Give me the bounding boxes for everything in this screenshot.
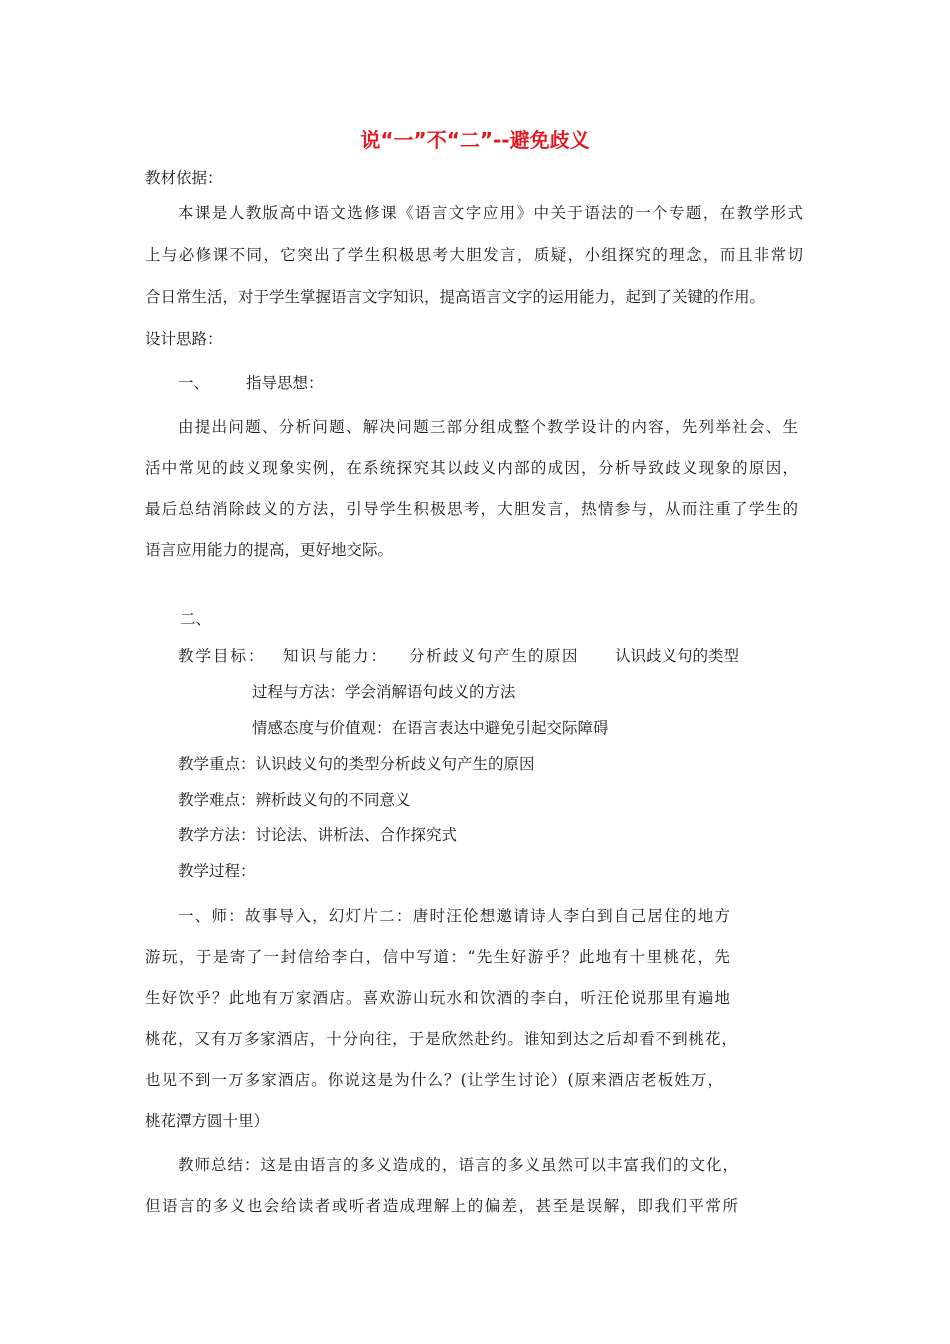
paragraph-line: 活中常见的歧义现象实例，在系统探究其以歧义内部的成因，分析导致歧义现象的原因， — [145, 459, 798, 477]
item-title: 指导思想： — [246, 374, 324, 392]
difficulty: 教学难点：辨析歧义句的不同意义 — [178, 791, 411, 809]
item-number: 一、 — [178, 374, 210, 392]
paragraph-line: 桃花潭方圆十里） — [145, 1112, 270, 1130]
goals-label: 教学目标： — [178, 647, 266, 665]
goals-knowledge-a: 分析歧义句产生的原因 — [409, 647, 580, 665]
key-point: 教学重点：认识歧义句的类型分析歧义句产生的原因 — [178, 755, 535, 773]
process-heading: 教学过程： — [178, 862, 256, 880]
paragraph-line: 教师总结：这是由语言的多义造成的，语言的多义虽然可以丰富我们的文化， — [178, 1156, 738, 1174]
paragraph-line: 也见不到一万多家酒店。你说这是为什么？(让学生讨论）(原来酒店老板姓万， — [145, 1071, 723, 1089]
paragraph-line: 但语言的多义也会给读者或听者造成理解上的偏差，甚至是误解，即我们平常所 — [145, 1197, 738, 1215]
basis-heading: 教材依据： — [145, 169, 223, 187]
paragraph-line: 语言应用能力的提高，更好地交际。 — [145, 541, 394, 559]
design-heading: 设计思路： — [145, 330, 223, 348]
paragraph-line: 生好饮乎？此地有万家酒店。喜欢游山玩水和饮酒的李白，听汪伦说那里有遍地 — [145, 989, 730, 1007]
paragraph-line: 由提出问题、分析问题、解决问题三部分组成整个教学设计的内容，先列举社会、生 — [178, 418, 798, 436]
goals-knowledge-label: 知识与能力： — [283, 647, 389, 665]
paragraph-line: 最后总结消除歧义的方法，引导学生积极思考，大胆发言，热情参与，从而注重了学生的 — [145, 500, 798, 518]
document-title: 说“一”不“二”--避免歧义 — [360, 128, 590, 152]
goals-emotion: 情感态度与价值观：在语言表达中避免引起交际障碍 — [252, 719, 609, 737]
paragraph-line: 上与必修课不同，它突出了学生积极思考大胆发言，质疑，小组探究的理念，而且非常切 — [145, 246, 803, 264]
paragraph-line: 桃花，又有万多家酒店，十分向往，于是欣然赴约。谁知到达之后却看不到桃花， — [145, 1030, 737, 1048]
paragraph-line: 合日常生活，对于学生掌握语言文字知识，提高语言文字的运用能力，起到了关键的作用。 — [145, 288, 766, 306]
paragraph-line: 本课是人教版高中语文选修课《语言文字应用》中关于语法的一个专题，在教学形式 — [178, 204, 803, 222]
paragraph-line: 游玩，于是寄了一封信给李白，信中写道：“先生好游乎？此地有十里桃花，先 — [145, 948, 730, 966]
method: 教学方法：讨论法、讲析法、合作探究式 — [178, 826, 458, 844]
goals-process: 过程与方法：学会消解语句歧义的方法 — [252, 683, 516, 701]
goals-knowledge-b: 认识歧义句的类型 — [615, 647, 740, 665]
paragraph-line: 一、师：故事导入，幻灯片二：唐时汪伦想邀请诗人李白到自己居住的地方 — [178, 907, 730, 925]
item-number: 二、 — [180, 610, 212, 628]
